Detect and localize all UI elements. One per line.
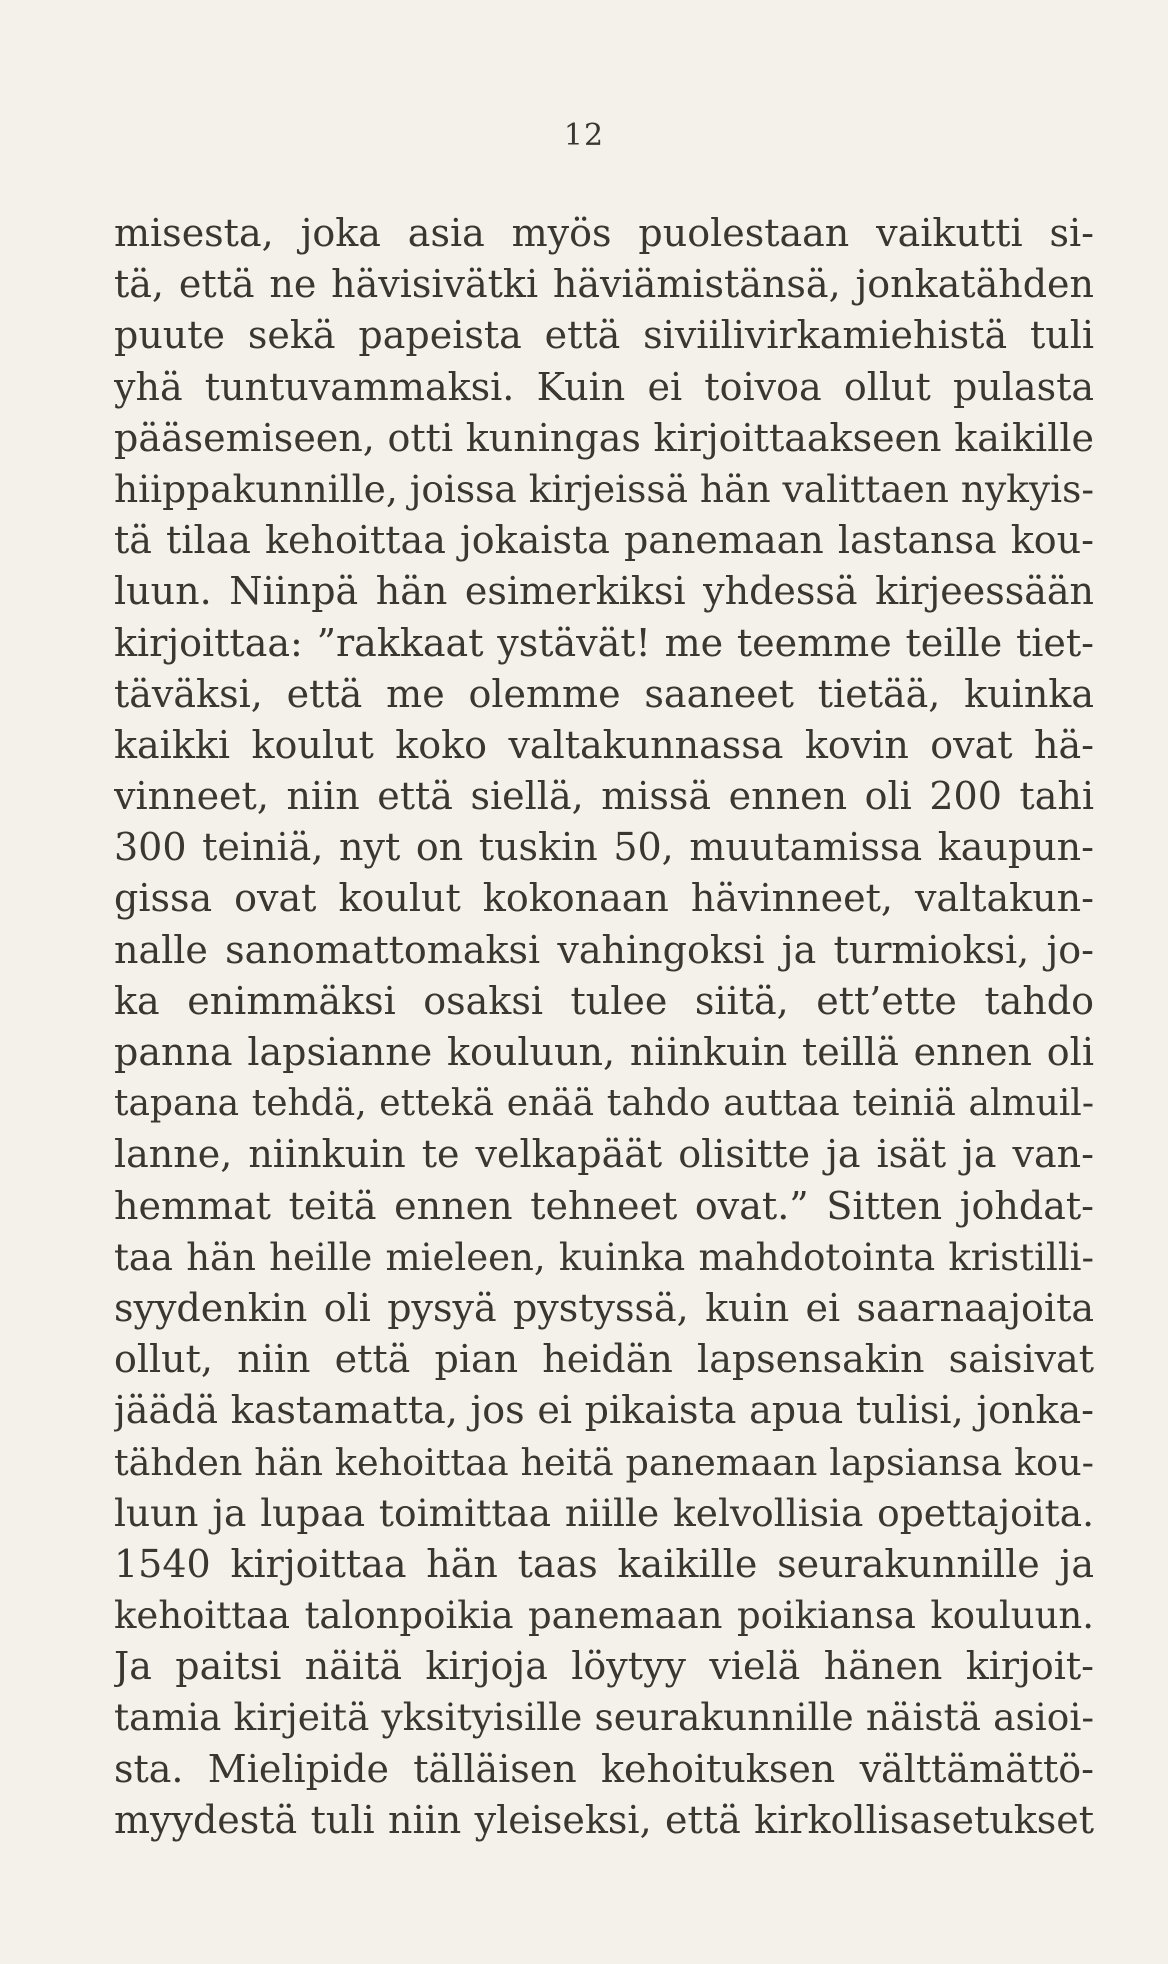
text-line: 300 teiniä, nyt on tuskin 50, muutamissa kaupun- — [114, 825, 1094, 870]
text-line: lanne, niinkuin te velkapäät olisitte ja isät ja van- — [114, 1132, 1094, 1177]
text-line: 1540 kirjoittaa hän taas kaikille seurakunnille ja — [114, 1541, 1094, 1586]
text-line: hiippakunnille, joissa kirjeissä hän valittaen nykyis- — [114, 466, 1094, 511]
text-line: nalle sanomattomaksi vahingoksi ja turmioksi, jo- — [114, 927, 1094, 972]
text-line: syydenkin oli pysyä pystyssä, kuin ei saarnaajoita — [114, 1285, 1094, 1330]
text-line: Ja paitsi näitä kirjoja löytyy vielä hänen kirjoit- — [114, 1644, 1094, 1689]
text-line: ollut, niin että pian heidän lapsensakin saisivat — [114, 1337, 1094, 1382]
text-line: tä tilaa kehoittaa jokaista panemaan lastansa kou- — [114, 518, 1094, 563]
body-text — [114, 208, 1094, 1846]
text-line: tamia kirjeitä yksityisille seurakunnille näistä asioi- — [114, 1695, 1094, 1740]
text-line: kirjoittaa: ”rakkaat ystävät! me teemme teille tiet- — [114, 620, 1094, 665]
text-line: täväksi, että me olemme saaneet tietää, kuinka — [114, 671, 1094, 716]
text-line: sta. Mielipide tälläisen kehoituksen välttämättö- — [114, 1746, 1094, 1791]
text-line: taa hän heille mieleen, kuinka mahdotointa kristilli- — [114, 1235, 1094, 1279]
text-line: gissa ovat koulut kokonaan hävinneet, valtakun- — [114, 876, 1094, 921]
text-line: yhä tuntuvammaksi. Kuin ei toivoa ollut pulasta — [114, 364, 1094, 409]
text-line: luun ja lupaa toimittaa niille kelvollisia opettajoita. — [114, 1490, 1094, 1535]
text-line: vinneet, niin että siellä, missä ennen oli 200 tahi — [114, 774, 1094, 819]
text-line: kehoittaa talonpoikia panemaan poikiansa kouluun. — [114, 1594, 1094, 1638]
text-line: misesta, joka asia myös puolestaan vaikutti si- — [114, 211, 1094, 255]
text-line: tähden hän kehoittaa heitä panemaan lapsiansa kou- — [114, 1440, 1094, 1484]
page-number: 12 — [563, 118, 605, 153]
text-line: ka enimmäksi osaksi tulee siitä, ett’ette tahdo — [114, 978, 1094, 1023]
text-line: myydestä tuli niin yleiseksi, että kirkollisasetukset — [114, 1797, 1094, 1842]
text-line: pääsemiseen, otti kuningas kirjoittaakseen kaikille — [114, 415, 1094, 460]
text-line: tä, että ne hävisivätki häviämistänsä, jonkatähden — [114, 262, 1094, 307]
text-line: tapana tehdä, ettekä enää tahdo auttaa teiniä almuil- — [114, 1083, 1094, 1125]
text-line: jäädä kastamatta, jos ei pikaista apua tulisi, jonka- — [114, 1388, 1094, 1433]
text-line: hemmat teitä ennen tehneet ovat.” Sitten johdat- — [114, 1183, 1094, 1228]
text-line: kaikki koulut koko valtakunnassa kovin ovat hä- — [114, 722, 1094, 767]
text-line: panna lapsianne kouluun, niinkuin teillä ennen oli — [114, 1030, 1094, 1074]
text-line: puute sekä papeista että siviilivirkamiehistä tuli — [114, 313, 1094, 358]
text-line: luun. Niinpä hän esimerkiksi yhdessä kirjeessään — [114, 569, 1094, 614]
